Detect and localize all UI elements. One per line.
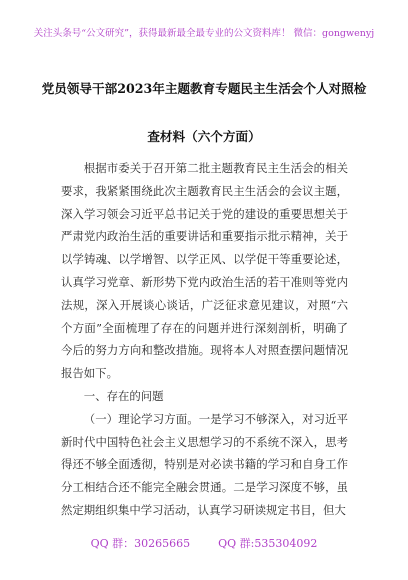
intro-paragraph: 根据市委关于召开第二批主题教育民主生活会的相关要求，我紧紧围绕此次主题教育民主生活会的会议主题，深入学习领会习近平总书记关于党的建设的重要思想关于严肃党内政治生活的重要讲话和重要指示批示精神，关于以学铸魂、以学增智、以学正风、以学促干等重要论述，认真学习党章、新形势下党内政治生活的若干准则等党内法规，深入开展谈心谈话，广泛征求意见建议，对照“六个方面”全面梳理了存在的问题并进行深刻剖析，明确了今后的努力方向和整改措施。现将本人对照查摆问题情况报告如下。	[61, 161, 348, 381]
header-banner: 关注头条号“公文研究”，获得最新最全最专业的公文资料库！ 微信：gongwenyj	[33, 28, 375, 39]
footer-contact	[0, 535, 408, 551]
subsection-paragraph: （一）理论学习方面。一是学习不够深入，对习近平新时代中国特色社会主义思想学习的不系统不深入，思考得还不够全面透彻，特别是对必读书籍的学习和自身工作分工相结合还不能完全融会贯通。二是学习深度不够，虽然定期组织集中学习活动，认真学习研读规定书目，但大	[61, 411, 348, 517]
footer-qq-group-2: QQ 群:535304092	[218, 537, 318, 550]
section-heading: 一、存在的问题	[83, 388, 164, 403]
document-title-line-1: 党员领导干部2023年主题教育专题民主生活会个人对照检	[41, 81, 367, 96]
footer-qq-group-1: QQ 群：30265665	[90, 537, 191, 550]
document-body	[61, 157, 348, 522]
document-title-line-2: 查材料（六个方面）	[147, 129, 261, 144]
